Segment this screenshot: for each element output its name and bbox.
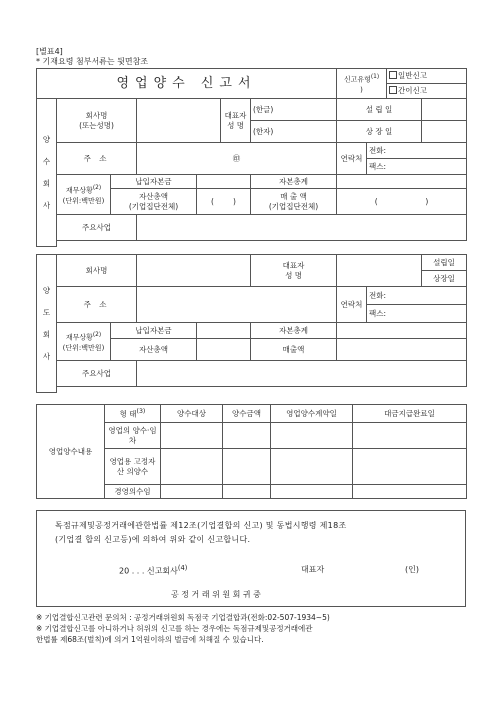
footer-note-3: 한법률 제68조(벌칙)에 의거 1억원이하의 벌금에 처해질 수 있습니다.: [36, 635, 264, 644]
cell[interactable]: [353, 423, 467, 449]
transferor-est-date-label: 설립일: [422, 255, 467, 271]
checkbox-icon[interactable]: [389, 71, 397, 79]
col-header-target: 양수대상: [161, 405, 223, 423]
company-name-field[interactable]: [137, 99, 221, 143]
transferor-equity-label: 자본총계: [251, 323, 337, 339]
cell[interactable]: [161, 485, 223, 499]
transferor-table: [36, 254, 467, 393]
cell[interactable]: [161, 449, 223, 485]
equity-label: 자본총계: [251, 175, 337, 189]
est-date-label: 설 립 일: [337, 99, 422, 121]
footer-note-2: ※ 기업결합신고를 아니하거나 허위의 신고를 하는 경우에는 독점규제및공정거래에관: [36, 624, 313, 633]
cell[interactable]: [271, 485, 353, 499]
instruction-note: * 기재요령 첨부서류는 뒷면참조: [36, 57, 149, 66]
transferor-paid-capital-field[interactable]: [197, 323, 251, 339]
transferor-sales-field[interactable]: [337, 339, 467, 361]
sales-field[interactable]: ( ): [337, 189, 467, 215]
row-label: 영업용 고정자산 의양수: [105, 449, 161, 485]
business-label: 주요사업: [57, 215, 137, 241]
declaration-text-1: 독점규제및공정거래에관한법률 제12조(기업결합의 신고) 및 동법시행령 제18조: [55, 521, 347, 530]
cell[interactable]: [223, 485, 271, 499]
form-number: [별표4]: [36, 47, 63, 56]
cell[interactable]: [223, 449, 271, 485]
finance-label: 재무상황$^{(2)}$ (단위:백만원): [57, 175, 111, 215]
transferor-paid-capital-label: 납입자본금: [111, 323, 197, 339]
phone-field[interactable]: 전화:: [367, 143, 467, 159]
rep-hanja-field[interactable]: (한자): [251, 121, 337, 143]
cell[interactable]: [271, 423, 353, 449]
title-table: [36, 68, 467, 99]
est-date-field[interactable]: [422, 99, 467, 121]
rep-label: 대표자 성 명: [221, 99, 251, 143]
sales-label: 매 출 액 (기업집단전체): [251, 189, 337, 215]
transferor-list-date-label: 상장일: [422, 271, 467, 287]
cell[interactable]: [271, 449, 353, 485]
declaration-text-2: (기업결 합의 신고등)에 의하여 위와 같이 신고합니다.: [55, 535, 251, 544]
type-header: 형 태$^{(3)}$: [105, 405, 161, 423]
contact-label: 연락처: [337, 143, 367, 175]
transferor-rep-label: 대표자 성 명: [251, 255, 337, 287]
address-label: 주 소: [57, 143, 137, 175]
cell[interactable]: [223, 423, 271, 449]
total-assets-field[interactable]: ( ): [197, 189, 251, 215]
transferor-phone-field[interactable]: 전화:: [367, 287, 467, 305]
footer-note-1: ※ 기업결합신고관련 문의처 : 공정거래위원회 독점국 기업결합과(전화:02-507-1934~5): [36, 613, 330, 622]
declaration-seal[interactable]: (인): [405, 565, 419, 574]
transferor-company-name-label: 회사명: [57, 255, 137, 287]
transferor-total-assets-field[interactable]: [197, 339, 251, 361]
list-date-field[interactable]: [422, 121, 467, 143]
declaration-addressee: 공 정 거 래 위 원 회 귀 중: [171, 590, 261, 599]
address-field[interactable]: ㊞: [137, 143, 337, 175]
transferor-contact-label: 연락처: [337, 287, 367, 323]
cell[interactable]: [353, 449, 467, 485]
transferor-total-assets-label: 자산총액: [111, 339, 197, 361]
checkbox-icon[interactable]: [389, 86, 397, 94]
transferor-finance-label: 재무상황$^{(2)}$ (단위:백만원): [57, 323, 111, 361]
rep-korean-field[interactable]: (한글): [251, 99, 337, 121]
transferee-table: [36, 98, 467, 247]
declaration-date[interactable]: 20 . . . 신고회사$^{(4)}$: [119, 564, 188, 576]
report-type-general[interactable]: 일반신고: [387, 69, 467, 84]
row-label: 경영의수임: [105, 485, 161, 499]
equity-field[interactable]: [337, 175, 467, 189]
paid-capital-field[interactable]: [197, 175, 251, 189]
transferee-side-label: 양 수 회 사: [37, 99, 57, 247]
cell[interactable]: [161, 423, 223, 449]
transferor-business-field[interactable]: [137, 361, 467, 387]
total-assets-label: 자산총액 (기업집단전체): [111, 189, 197, 215]
report-type-simple[interactable]: 간이신고: [387, 84, 467, 99]
report-type-label: 신고유형$^{(1)}$ ): [337, 69, 387, 99]
transferor-company-name-field[interactable]: [137, 255, 251, 287]
col-header-amount: 양수금액: [223, 405, 271, 423]
transferor-business-label: 주요사업: [57, 361, 137, 387]
cell[interactable]: [353, 485, 467, 499]
paid-capital-label: 납입자본금: [111, 175, 197, 189]
fax-field[interactable]: 팩스:: [367, 159, 467, 175]
transfer-content-table: [36, 404, 467, 499]
transferor-side-label: 양 도 회 사: [37, 255, 57, 393]
business-field[interactable]: [137, 215, 467, 241]
declaration-box: [36, 510, 466, 607]
company-name-label: 회사명 (또는성명): [57, 99, 137, 143]
transfer-section-label: 영업양수내용: [37, 405, 105, 499]
transferor-fax-field[interactable]: 팩스:: [367, 305, 467, 323]
form-title: 영업양수 신고서: [37, 69, 337, 99]
declaration-rep: 대표자: [301, 565, 325, 574]
list-date-label: 상 장 일: [337, 121, 422, 143]
col-header-payment-date: 대금지급완료일: [353, 405, 467, 423]
transferor-address-field[interactable]: [137, 287, 337, 323]
transferor-rep-field[interactable]: [337, 255, 422, 287]
transferor-sales-label: 매출액: [251, 339, 337, 361]
row-label: 영업의 양수·임차: [105, 423, 161, 449]
col-header-contract-date: 영업양수계약일: [271, 405, 353, 423]
transferor-address-label: 주 소: [57, 287, 137, 323]
transferor-equity-field[interactable]: [337, 323, 467, 339]
